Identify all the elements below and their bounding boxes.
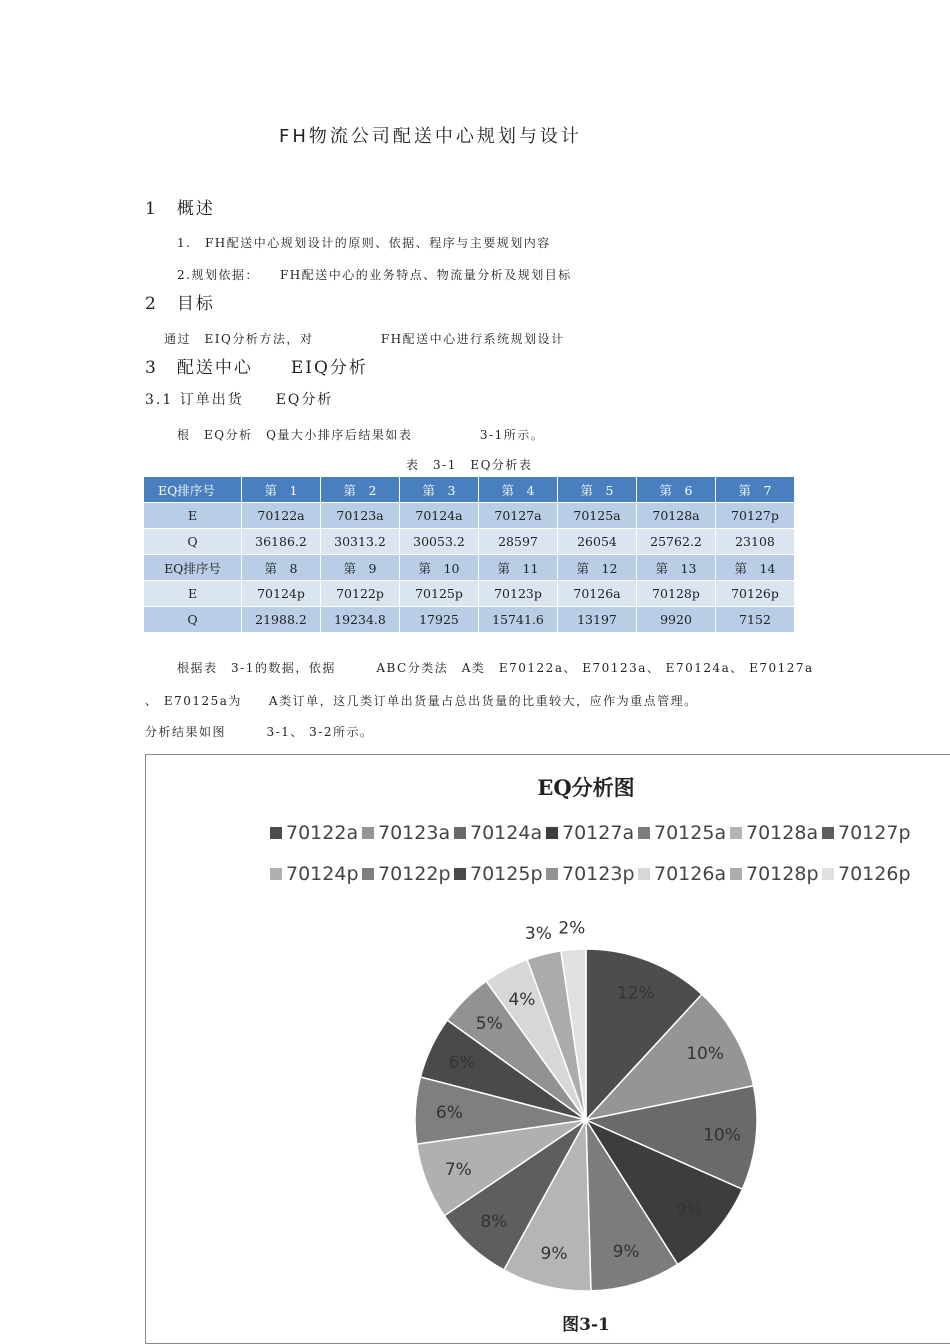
table-cell: 70127a <box>479 503 558 529</box>
paragraph-2: 通过 EIQ分析方法，对 FH配送中心进行系统规划设计 <box>164 332 565 346</box>
table-cell: 第 2 <box>321 477 400 503</box>
paragraph-after-table-1: 根据表 3-1的数据，依据 ABC分类法 A类 E70122a、 E70123a、 E70124a、 E70127a <box>177 661 814 675</box>
table-cell: 70128a <box>637 503 716 529</box>
paragraph-after-table-2: 、 E70125a为 A类订单，这几类订单出货量占总出货量的比重较大，应作为重点管理。 <box>145 694 698 708</box>
legend-swatch <box>730 827 742 839</box>
table-cell: 36186.2 <box>242 529 321 555</box>
legend-swatch <box>638 827 650 839</box>
eq-pie-chart <box>146 755 950 1342</box>
table-cell: 第 8 <box>242 555 321 581</box>
legend-label: 70122p <box>378 863 451 885</box>
table-cell: 第 4 <box>479 477 558 503</box>
section-3-heading: 3 配送中心 EIQ分析 <box>145 358 368 378</box>
pie-data-label: 5% <box>475 1014 503 1035</box>
pie-data-label: 6% <box>448 1052 476 1073</box>
legend-label: 70125p <box>470 863 543 885</box>
legend-label: 70125a <box>654 822 727 844</box>
legend-item <box>638 863 726 885</box>
legend-label: 70127a <box>562 822 635 844</box>
legend-item <box>546 863 635 885</box>
table-cell: 第 7 <box>716 477 795 503</box>
legend-item <box>362 822 450 844</box>
legend-item <box>730 822 818 844</box>
table-cell: 70127p <box>716 503 795 529</box>
legend-swatch <box>822 827 834 839</box>
legend-item <box>638 822 726 844</box>
pie-data-label: 9% <box>676 1200 704 1221</box>
legend-swatch <box>454 868 466 880</box>
table-cell: 70125a <box>558 503 637 529</box>
table-row-header-cell: E <box>144 503 242 529</box>
legend-item <box>822 822 911 844</box>
pie-data-label: 10% <box>686 1043 725 1064</box>
pie-data-label: 6% <box>435 1103 463 1124</box>
table-row <box>144 607 795 633</box>
pie-data-label: 12% <box>616 983 655 1004</box>
legend-label: 70127p <box>838 822 911 844</box>
legend-item <box>546 822 634 844</box>
legend-item <box>730 863 819 885</box>
paragraph-3-1: 根 EQ分析 Q量大小排序后结果如表 3-1所示。 <box>177 428 545 442</box>
table-cell: 70124p <box>242 581 321 607</box>
table-cell: 9920 <box>637 607 716 633</box>
legend-item <box>454 822 542 844</box>
table-cell: 19234.8 <box>321 607 400 633</box>
table-cell: 15741.6 <box>479 607 558 633</box>
table-cell: 23108 <box>716 529 795 555</box>
legend-swatch <box>270 868 282 880</box>
legend-label: 70124a <box>470 822 543 844</box>
table-cell: 第 14 <box>716 555 795 581</box>
pie-data-label: 4% <box>508 990 536 1011</box>
table-cell: 70122a <box>242 503 321 529</box>
legend-swatch <box>454 827 466 839</box>
paragraph-1-2: 2.规划依据： FH配送中心的业务特点、物流量分析及规划目标 <box>177 268 572 282</box>
paragraph-1-1: 1. FH配送中心规划设计的原则、依据、程序与主要规划内容 <box>177 236 551 250</box>
legend-item <box>270 863 359 885</box>
figure-caption: 图3-1 <box>562 1315 610 1335</box>
legend-swatch <box>546 827 558 839</box>
table-row <box>144 529 795 555</box>
table-cell: 26054 <box>558 529 637 555</box>
table-cell: 28597 <box>479 529 558 555</box>
table-row-header-cell: EQ排序号 <box>144 477 242 503</box>
pie-data-label: 9% <box>540 1244 568 1265</box>
table-cell: 第 6 <box>637 477 716 503</box>
table-cell: 第 11 <box>479 555 558 581</box>
section-3-1-heading: 3.1 订单出货 EQ分析 <box>145 392 334 408</box>
legend-swatch <box>730 868 742 880</box>
table-cell: 第 10 <box>400 555 479 581</box>
table-cell: 70123a <box>321 503 400 529</box>
table-cell: 第 12 <box>558 555 637 581</box>
legend-label: 70123p <box>562 863 635 885</box>
table-cell: 21988.2 <box>242 607 321 633</box>
table-row <box>144 581 795 607</box>
table-row <box>144 503 795 529</box>
legend-swatch <box>362 868 374 880</box>
table-row-header-cell: E <box>144 581 242 607</box>
pie-data-label: 7% <box>444 1160 472 1181</box>
table-row <box>144 555 795 581</box>
pie-data-label: 10% <box>703 1125 741 1146</box>
legend-item <box>822 863 911 885</box>
legend-label: 70128p <box>746 863 819 885</box>
table-cell: 70126p <box>716 581 795 607</box>
legend-item <box>454 863 543 885</box>
table-cell: 70125p <box>400 581 479 607</box>
table-cell: 25762.2 <box>637 529 716 555</box>
section-1-heading: 1 概述 <box>145 199 215 219</box>
table-cell: 13197 <box>558 607 637 633</box>
legend-label: 70124p <box>286 863 359 885</box>
table-cell: 第 9 <box>321 555 400 581</box>
pie-data-label: 8% <box>480 1212 508 1233</box>
table-caption: 表 3-1 EQ分析表 <box>406 458 533 472</box>
table-cell: 30053.2 <box>400 529 479 555</box>
eq-analysis-table <box>143 476 795 633</box>
legend-label: 70126a <box>654 863 727 885</box>
pie-data-label: 9% <box>612 1241 640 1262</box>
legend-label: 70128a <box>746 822 819 844</box>
pie-data-label: 2% <box>558 918 586 939</box>
legend-swatch <box>546 868 558 880</box>
legend-swatch <box>270 827 282 839</box>
legend-swatch <box>362 827 374 839</box>
table-cell: 第 5 <box>558 477 637 503</box>
page-title: FH物流公司配送中心规划与设计 <box>279 126 582 147</box>
table-row-header-cell: EQ排序号 <box>144 555 242 581</box>
legend-label: 70123a <box>378 822 451 844</box>
table-cell: 17925 <box>400 607 479 633</box>
table-cell: 7152 <box>716 607 795 633</box>
legend-swatch <box>822 868 834 880</box>
table-row <box>144 477 795 503</box>
table-cell: 70124a <box>400 503 479 529</box>
table-cell: 第 13 <box>637 555 716 581</box>
table-cell: 70122p <box>321 581 400 607</box>
legend-item <box>270 822 358 844</box>
pie-data-label: 3% <box>524 923 552 944</box>
table-cell: 30313.2 <box>321 529 400 555</box>
table-cell: 70126a <box>558 581 637 607</box>
legend-label: 70126p <box>838 863 911 885</box>
chart-frame <box>145 754 950 1344</box>
table-row-header-cell: Q <box>144 607 242 633</box>
paragraph-after-table-3: 分析结果如图 3-1、 3-2所示。 <box>145 725 374 739</box>
table-row-header-cell: Q <box>144 529 242 555</box>
legend-label: 70122a <box>286 822 359 844</box>
table-cell: 70123p <box>479 581 558 607</box>
table-cell: 第 1 <box>242 477 321 503</box>
table-cell: 70128p <box>637 581 716 607</box>
chart-title: EQ分析图 <box>537 775 635 800</box>
legend-swatch <box>638 868 650 880</box>
section-2-heading: 2 目标 <box>145 294 215 314</box>
legend-item <box>362 863 451 885</box>
table-cell: 第 3 <box>400 477 479 503</box>
